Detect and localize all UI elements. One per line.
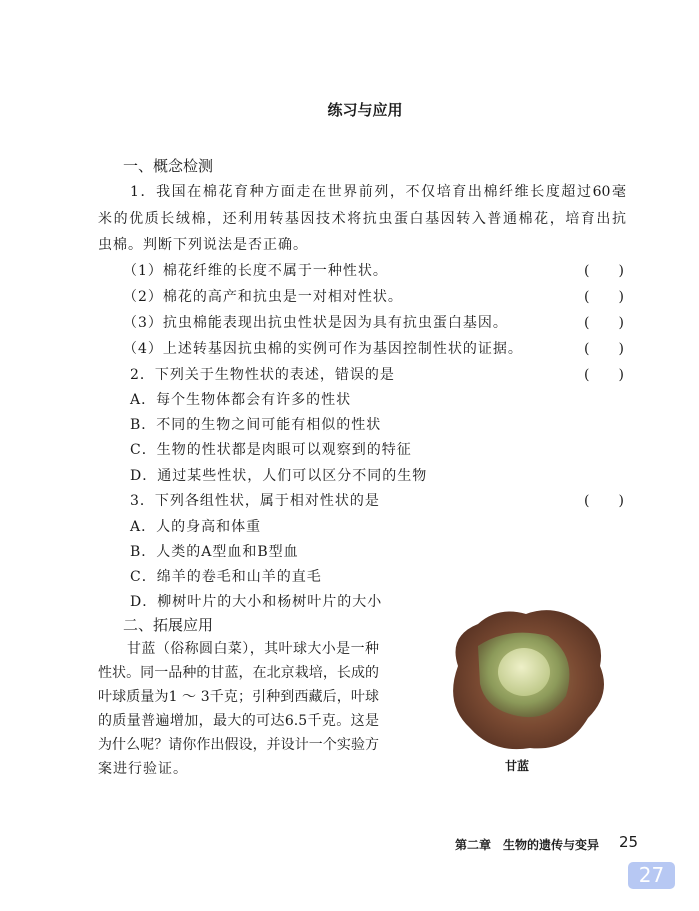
paren-close: )	[618, 367, 624, 383]
q3-option: C．绵羊的卷毛和山羊的直毛	[130, 569, 322, 585]
q1-line: 米的优质长绒棉，还利用转基因技术将抗虫蛋白基因转入普通棉花，培育出抗	[98, 211, 626, 227]
q1-line: 1．我国在棉花育种方面走在世界前列，不仅培育出棉纤维长度超过60毫	[130, 184, 626, 200]
paragraph-line: 案进行验证。	[98, 761, 188, 777]
footer-chapter: 第二章 生物的遗传与变异	[455, 838, 600, 852]
section-heading-concept-check: 一、概念检测	[123, 157, 214, 175]
paren-close: )	[618, 341, 624, 357]
page-number: 25	[619, 833, 639, 851]
image-caption: 甘蓝	[505, 759, 530, 773]
paren-close: )	[618, 315, 624, 331]
paragraph-line: 甘蓝（俗称圆白菜），其叶球大小是一种	[127, 641, 379, 657]
q3-option: D．柳树叶片的大小和杨树叶片的大小	[130, 594, 383, 610]
answer-blank[interactable]	[584, 262, 624, 280]
q2-stem: 2．下列关于生物性状的表述，错误的是	[130, 367, 395, 383]
paragraph-line: 性状。同一品种的甘蓝，在北京栽培，长成的	[98, 665, 379, 681]
paragraph-line: 叶球质量为1 ～ 3千克；引种到西藏后，叶球	[98, 689, 379, 705]
q2-option: D．通过某些性状，人们可以区分不同的生物	[130, 468, 428, 484]
paren-open: (	[584, 289, 590, 305]
answer-blank[interactable]	[584, 492, 624, 510]
section-heading-extended-application: 二、拓展应用	[123, 616, 214, 634]
answer-blank[interactable]	[584, 288, 624, 306]
answer-blank[interactable]	[584, 340, 624, 358]
paragraph-line: 的质量普遍增加，最大的可达6.5千克。这是	[98, 713, 379, 729]
q2-option: A．每个生物体都会有许多的性状	[130, 392, 352, 408]
q1-item: （4）上述转基因抗虫棉的实例可作为基因控制性状的证据。	[123, 341, 523, 357]
page-title: 练习与应用	[327, 101, 403, 119]
paragraph-line: 为什么呢？请你作出假设，并设计一个实验方	[98, 737, 379, 753]
q1-item: （2）棉花的高产和抗虫是一对相对性状。	[123, 289, 403, 305]
answer-blank[interactable]	[584, 314, 624, 332]
paren-open: (	[584, 315, 590, 331]
q3-option: B．人类的A型血和B型血	[130, 544, 299, 560]
q3-option: A．人的身高和体重	[130, 519, 262, 535]
paren-close: )	[618, 289, 624, 305]
q1-item: （3）抗虫棉能表现出抗虫性状是因为具有抗虫蛋白基因。	[123, 315, 508, 331]
paren-close: )	[618, 493, 624, 509]
paren-open: (	[584, 367, 590, 383]
cabbage-photo	[438, 606, 614, 754]
q2-option: B．不同的生物之间可能有相似的性状	[130, 417, 382, 433]
paren-close: )	[618, 263, 624, 279]
q1-line: 虫棉。判断下列说法是否正确。	[98, 237, 308, 253]
viewer-page-badge: 27	[628, 862, 675, 889]
answer-blank[interactable]	[584, 366, 624, 384]
paren-open: (	[584, 493, 590, 509]
q1-item: （1）棉花纤维的长度不属于一种性状。	[123, 263, 388, 279]
q2-option: C．生物的性状都是肉眼可以观察到的特征	[130, 442, 412, 458]
paren-open: (	[584, 341, 590, 357]
q3-stem: 3．下列各组性状，属于相对性状的是	[130, 493, 380, 509]
paren-open: (	[584, 263, 590, 279]
